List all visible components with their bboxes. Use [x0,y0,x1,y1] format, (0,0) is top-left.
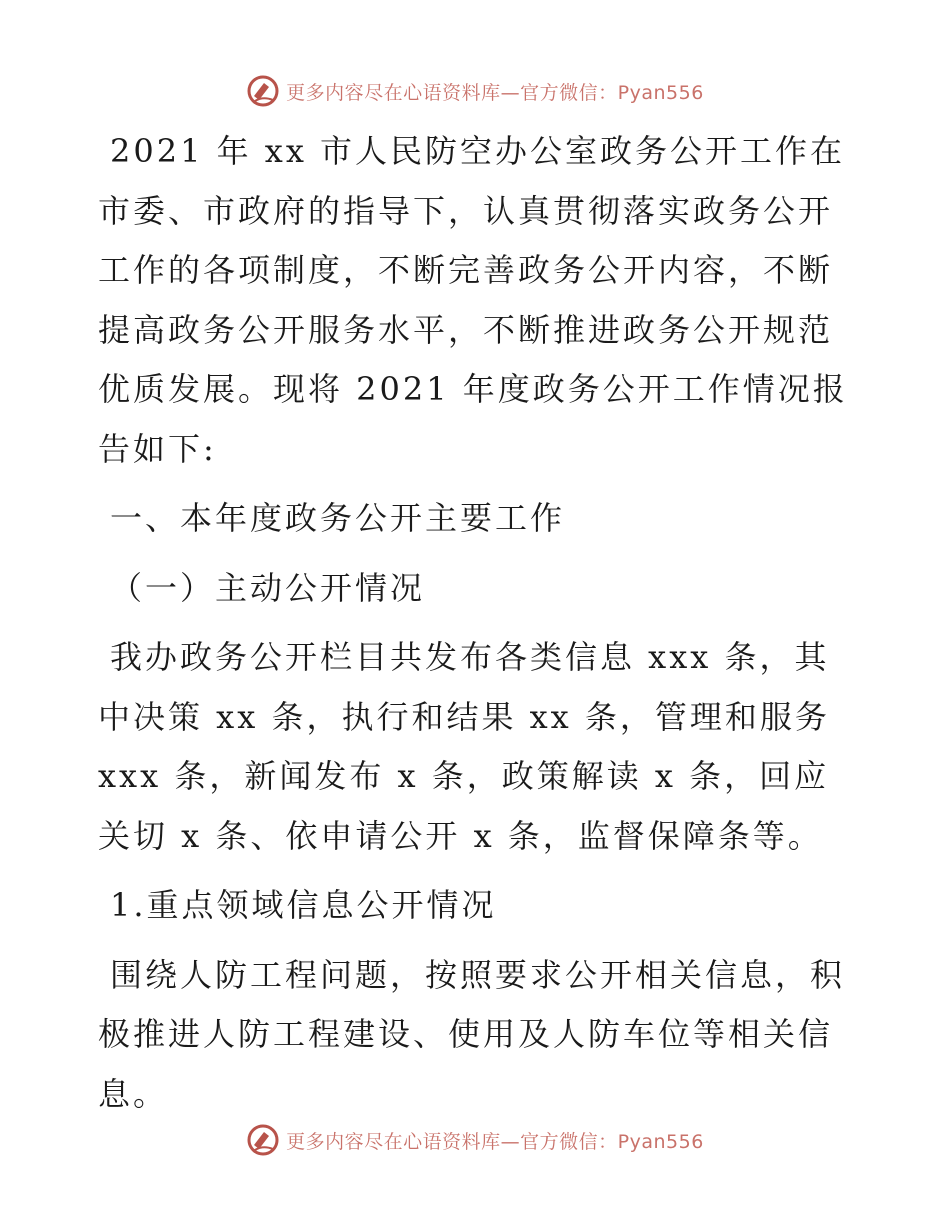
item-paragraph: 围绕人防工程问题，按照要求公开相关信息，积极推进人防工程建设、使用及人防车位等相关信息。 [98,955,846,1113]
watermark-banner-top [0,71,950,111]
book-pen-logo-icon [246,1123,280,1157]
watermark-banner-bottom [0,1120,950,1160]
watermark-text: 更多内容尽在心语资料库—官方微信：Pyan556 [286,81,704,104]
watermark-text: 更多内容尽在心语资料库—官方微信：Pyan556 [286,1130,704,1153]
document-body [98,122,858,1124]
subsection-paragraph: 我办政务公开栏目共发布各类信息 xxx 条，其中决策 xx 条，执行和结果 xx 条，管理和服务 xxx 条，新闻发布 x 条，政策解读 x 条，回应关切 x 条、依申请公开 x 条，监督保障条等。 [98,638,830,855]
section-heading: 一、本年度政务公开主要工作 [110,499,566,537]
book-pen-logo-icon [246,74,280,108]
item-heading: 1.重点领域信息公开情况 [110,886,497,924]
subsection-heading: （一）主动公开情况 [110,568,426,607]
intro-paragraph: 2021 年 xx 市人民防空办公室政务公开工作在市委、市政府的指导下，认真贯彻落实政务公开工作的各项制度，不断完善政务公开内容，不断提高政务公开服务水平，不断推进政务公开规范优质发展。现将 2021 年度政务公开工作情况报告如下: [98,132,848,468]
